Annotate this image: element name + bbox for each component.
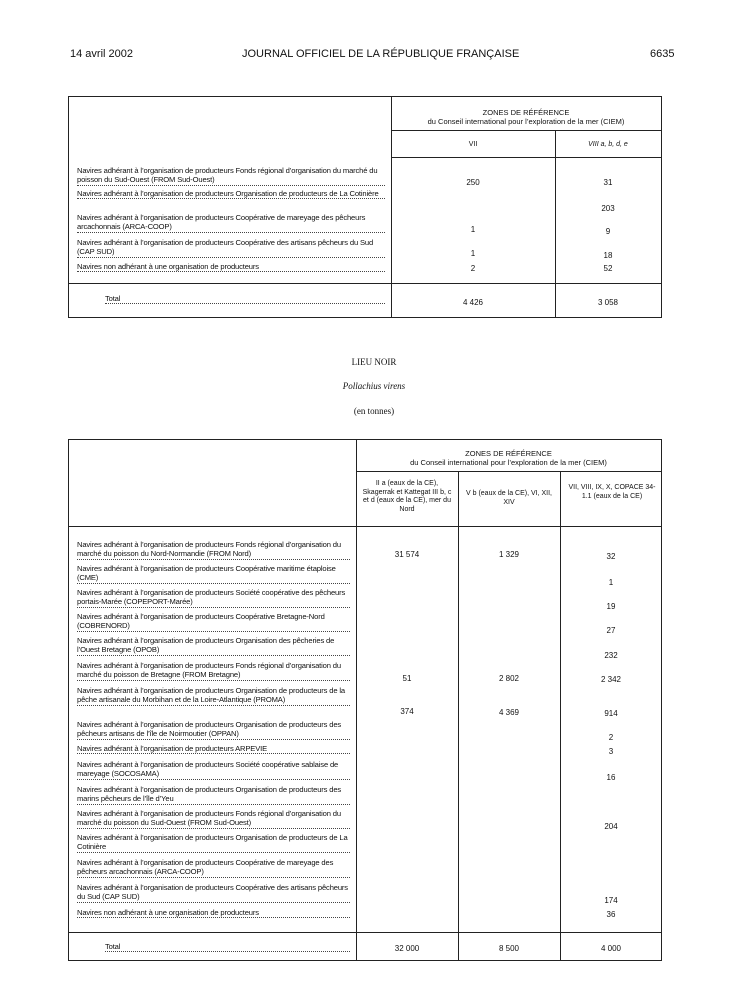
row-label: Navires adhérant à l’organisation de producteurs Fonds régional d’organisation du marché du poisson du Sud-Ouest (FROM Sud-Ouest): [77, 809, 350, 829]
total-value: 4 426: [462, 298, 484, 307]
row-divider: [69, 526, 661, 527]
header-title: JOURNAL OFFICIEL DE LA RÉPUBLIQUE FRANÇAISE: [242, 48, 520, 60]
col-divider: [356, 440, 357, 960]
row-label: Navires adhérant à l’organisation de producteurs Coopérative maritime étaploise (CME): [77, 564, 350, 584]
row-label: Navires adhérant à l’organisation de producteurs Organisation de producteurs des marins pêcheurs de l’île d’Yeu: [77, 785, 350, 805]
row-label: Navires adhérant à l’organisation de producteurs Organisation de producteurs de la pêche artisanale du Morbihan et de la Loire-Atlantique (PROMA): [77, 686, 350, 706]
total-value: 3 058: [597, 298, 619, 307]
cell-value: 232: [604, 651, 618, 660]
cell-value: 2 802: [498, 674, 520, 683]
col-divider: [458, 471, 459, 960]
column-header: VII, VIII, IX, X, COPACE 34-1.1 (eaux de la CE): [568, 484, 656, 500]
column-header: VII: [468, 141, 478, 148]
row-label: Navires adhérant à l’organisation de producteurs Coopérative de mareyage des pêcheurs arcachonnais (ARCA-COOP): [77, 213, 385, 233]
row-label: Navires adhérant à l’organisation de producteurs Coopérative Bretagne-Nord (COBRENORD): [77, 612, 350, 632]
cell-value: 203: [601, 204, 615, 213]
row-label: Navires adhérant à l’organisation de producteurs Société coopérative des pêcheurs portais-Marée (COPEPORT-Marée): [77, 588, 350, 608]
header-page-number: 6635: [650, 48, 675, 60]
cell-value: 27: [606, 626, 616, 635]
species-name: Pollachius virens: [342, 381, 406, 391]
cell-value: 374: [400, 707, 414, 716]
section-title: LIEU NOIR: [351, 357, 397, 367]
row-label: Navires non adhérant à une organisation de producteurs: [77, 908, 350, 918]
total-value: 8 500: [498, 944, 520, 953]
row-divider: [69, 932, 661, 933]
cell-value: 31 574: [394, 550, 420, 559]
table-2: [68, 439, 662, 961]
row-label: Navires adhérant à l’organisation de producteurs Organisation de producteurs des pêcheurs artisans de l’île de Noirmoutier (OPPAN): [77, 720, 350, 740]
cell-value: 2: [608, 733, 614, 742]
zone-header: ZONES DE RÉFÉRENCE du Conseil international pour l’exploration de la mer (CIEM): [410, 449, 607, 467]
cell-value: 2 342: [600, 675, 622, 684]
cell-value: 4 369: [498, 708, 520, 717]
header-date: 14 avril 2002: [70, 48, 133, 60]
cell-value: 19: [606, 602, 616, 611]
row-label: Navires adhérant à l’organisation de producteurs Organisation de producteurs de La Cotinière: [77, 833, 350, 853]
cell-value: 1: [470, 249, 476, 258]
cell-value: 204: [604, 822, 618, 831]
cell-value: 1 329: [498, 550, 520, 559]
col-divider: [560, 471, 561, 960]
total-label: Total: [105, 942, 350, 952]
row-label: Navires adhérant à l’organisation de producteurs Organisation de producteurs de La Cotinière: [77, 189, 385, 199]
column-header: V b (eaux de la CE), VI, XII, XIV: [466, 490, 552, 506]
row-label: Navires adhérant à l’organisation de producteurs Coopérative des artisans pêcheurs du Sud (CAP SUD): [77, 883, 350, 903]
cell-value: 914: [604, 709, 618, 718]
total-label: Total: [105, 294, 385, 304]
cell-value: 36: [606, 910, 616, 919]
cell-value: 1: [608, 578, 614, 587]
cell-value: 31: [603, 178, 613, 187]
cell-value: 3: [608, 747, 614, 756]
row-label: Navires adhérant à l’organisation de producteurs Coopérative de mareyage des pêcheurs arcachonnais (ARCA-COOP): [77, 858, 350, 878]
cell-value: 250: [466, 178, 480, 187]
row-label: Navires adhérant à l’organisation de producteurs Coopérative des artisans pêcheurs du Sud (CAP SUD): [77, 238, 385, 258]
col-divider: [555, 130, 556, 317]
table-1: [68, 96, 662, 318]
cell-value: 32: [606, 552, 616, 561]
row-label: Navires adhérant à l’organisation de producteurs Fonds régional d’organisation du marché du poisson du Nord-Normandie (FROM Nord): [77, 540, 350, 560]
cell-value: 51: [402, 674, 412, 683]
cell-value: 9: [605, 227, 611, 236]
cell-value: 174: [604, 896, 618, 905]
zone-header: ZONES DE RÉFÉRENCE du Conseil international pour l’exploration de la mer (CIEM): [427, 108, 625, 126]
row-label: Navires adhérant à l’organisation de producteurs Fonds régional d’organisation du marché du poisson de Bretagne (FROM Bretagne): [77, 661, 350, 681]
total-value: 4 000: [600, 944, 622, 953]
row-divider: [356, 471, 661, 472]
cell-value: 2: [470, 264, 476, 273]
cell-value: 1: [470, 225, 476, 234]
row-label: Navires non adhérant à une organisation de producteurs: [77, 262, 385, 272]
column-header: VIII a, b, d, e: [588, 141, 628, 148]
unit-label: (en tonnes): [353, 406, 395, 416]
cell-value: 52: [603, 264, 613, 273]
row-label: Navires adhérant à l’organisation de producteurs ARPEVIE: [77, 744, 350, 754]
row-divider: [391, 130, 661, 131]
row-label: Navires adhérant à l’organisation de producteurs Organisation des pêcheries de l’Ouest Bretagne (OPOB): [77, 636, 350, 656]
cell-value: 16: [606, 773, 616, 782]
row-divider: [391, 157, 661, 158]
row-label: Navires adhérant à l’organisation de producteurs Société coopérative sablaise de mareyage (SOCOSAMA): [77, 760, 350, 780]
row-label: Navires adhérant à l’organisation de producteurs Fonds régional d’organisation du marché du poisson du Sud-Ouest (FROM Sud-Ouest): [77, 166, 385, 186]
total-value: 32 000: [394, 944, 420, 953]
cell-value: 18: [603, 251, 613, 260]
column-header: II a (eaux de la CE), Skagerrak et Kattegat III b, c et d (eaux de la CE), mer du Nord: [362, 480, 452, 513]
row-divider: [69, 283, 661, 284]
